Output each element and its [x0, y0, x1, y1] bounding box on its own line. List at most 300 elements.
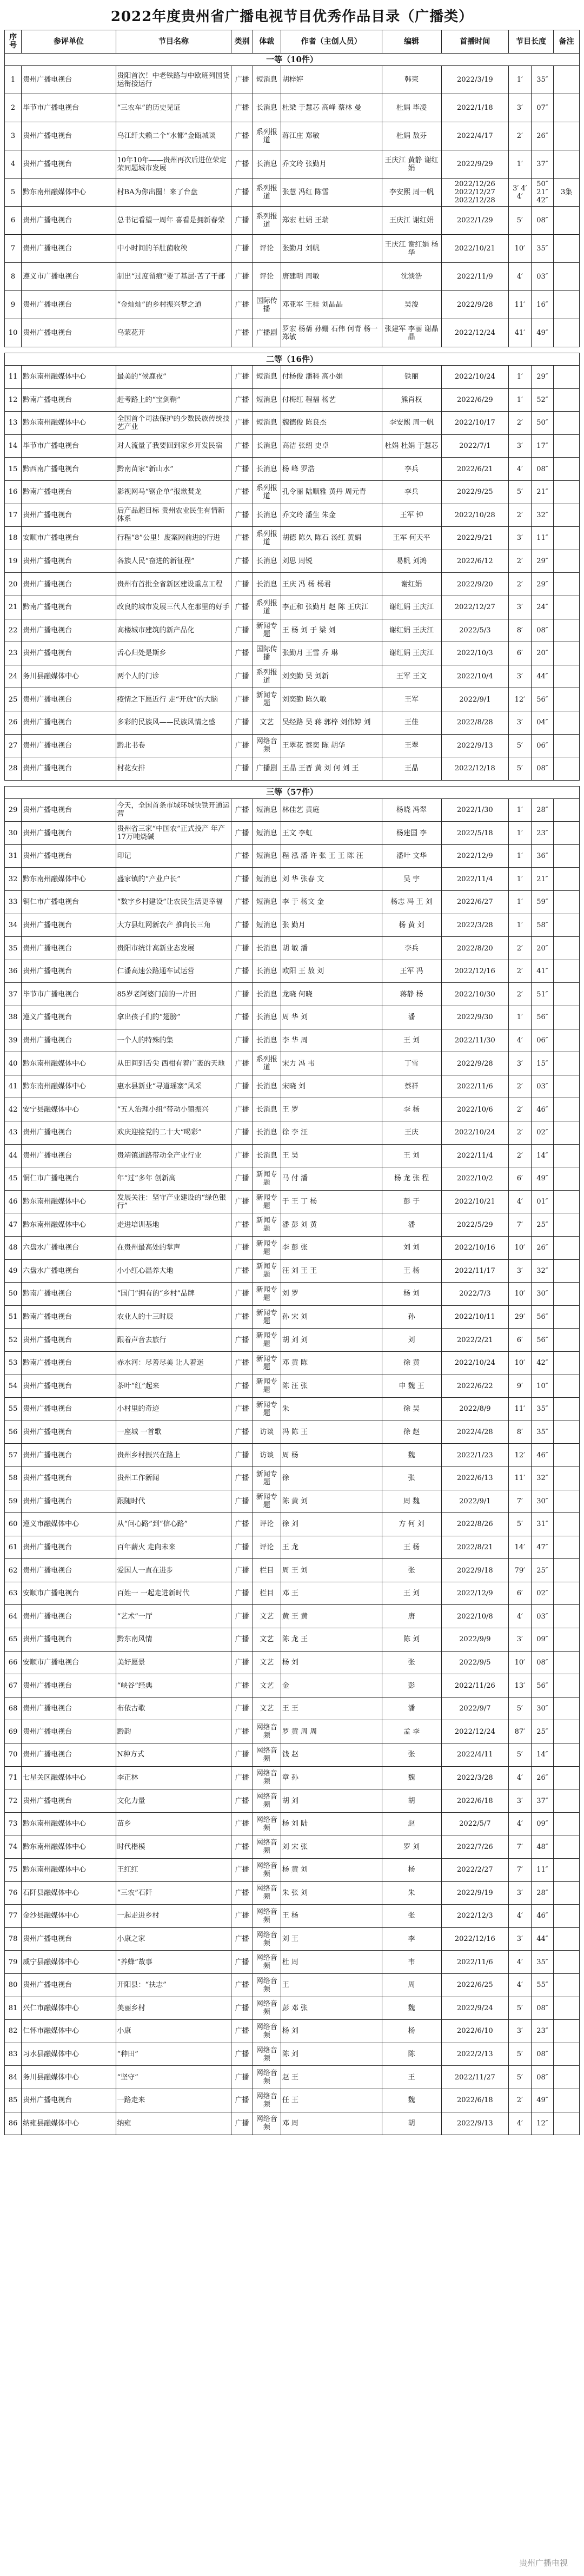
cell-minutes: 12′: [509, 688, 532, 711]
cell-category: 广播: [231, 1859, 253, 1882]
cell-editor: 张: [382, 1743, 441, 1767]
cell-index: 76: [5, 1881, 22, 1905]
header-authors: 作者（主创人员）: [281, 30, 382, 54]
cell-minutes: 13′: [509, 1674, 532, 1697]
cell-index: 8: [5, 263, 22, 291]
cell-program: 农业人的十三时辰: [116, 1305, 231, 1329]
cell-editor: 易帆 刘鸿: [382, 550, 441, 573]
table-row: [5, 1651, 580, 1674]
cell-unit: 贵州广播电视台: [22, 1144, 116, 1167]
cell-category: 广播: [231, 1075, 253, 1098]
cell-unit: 贵州广播电视台: [22, 642, 116, 665]
cell-unit: 铜仁市广播电视台: [22, 891, 116, 914]
cell-index: 60: [5, 1513, 22, 1536]
cell-airdate: 2022/11/26: [441, 1674, 509, 1697]
cell-index: 70: [5, 1743, 22, 1767]
cell-airdate: 2022/1/29: [441, 207, 509, 235]
cell-minutes: 11′: [509, 1398, 532, 1421]
cell-note: [554, 1674, 580, 1697]
cell-seconds: 37″: [531, 1789, 554, 1813]
cell-unit: 黔东南州融媒体中心: [22, 1812, 116, 1835]
cell-category: 广播: [231, 1236, 253, 1259]
cell-index: 24: [5, 665, 22, 688]
cell-editor: 杨 刘: [382, 1283, 441, 1306]
cell-index: 6: [5, 207, 22, 235]
cell-category: 广播: [231, 1006, 253, 1029]
cell-authors: 罗 黄 周 周: [281, 1720, 382, 1743]
cell-genre: 新闻专题: [253, 619, 281, 642]
header-length: 节目长度: [509, 30, 554, 54]
cell-program: 茶叶“红”起来: [116, 1375, 231, 1398]
cell-index: 85: [5, 2089, 22, 2112]
cell-airdate: 2022/5/3: [441, 619, 509, 642]
table-body: [5, 54, 580, 2135]
cell-unit: 遵义市广播电视台: [22, 263, 116, 291]
cell-category: 广播: [231, 757, 253, 781]
cell-airdate: 2022/12/27: [441, 596, 509, 619]
cell-genre: 新闻专题: [253, 1305, 281, 1329]
cell-category: 广播: [231, 665, 253, 688]
cell-note: [554, 1812, 580, 1835]
cell-category: 广播: [231, 150, 253, 179]
watermark: 贵州广播电视: [519, 2558, 568, 2568]
cell-minutes: 3′: [509, 1881, 532, 1905]
section-label: 一等（10件）: [5, 54, 580, 66]
cell-airdate: 2022/9/1: [441, 688, 509, 711]
cell-seconds: 20″: [531, 937, 554, 960]
cell-note: [554, 1351, 580, 1375]
cell-genre: 长消息: [253, 504, 281, 527]
cell-airdate: 2022/11/4: [441, 1144, 509, 1167]
cell-minutes: 2′: [509, 937, 532, 960]
cell-program: 改良的城市发展三代人在那里的好手: [116, 596, 231, 619]
cell-program: “五人治理小组”带动小镇振兴: [116, 1098, 231, 1121]
cell-index: 79: [5, 1951, 22, 1974]
cell-authors: 徐: [281, 1467, 382, 1490]
cell-airdate: 2022/10/16: [441, 1236, 509, 1259]
cell-index: 74: [5, 1835, 22, 1859]
cell-unit: 七星关区融媒体中心: [22, 1766, 116, 1789]
cell-program: 黔韵: [116, 1720, 231, 1743]
cell-seconds: 01″: [531, 1190, 554, 1213]
cell-program: 发展关注：坚守产业建设的“绿色银行”: [116, 1190, 231, 1213]
cell-program: 总书记看望一周年 喜看是拥新春荣: [116, 207, 231, 235]
cell-genre: 长消息: [253, 937, 281, 960]
cell-note: [554, 1075, 580, 1098]
cell-minutes: 1′: [509, 798, 532, 822]
cell-authors: 胡 刘: [281, 1789, 382, 1813]
table-row: [5, 550, 580, 573]
cell-category: 广播: [231, 366, 253, 389]
cell-minutes: 2′: [509, 1075, 532, 1098]
cell-editor: 王晶: [382, 757, 441, 781]
cell-unit: 贵州广播电视台: [22, 573, 116, 596]
cell-seconds: 32″: [531, 1467, 554, 1490]
cell-authors: 邓 王: [281, 1582, 382, 1605]
cell-index: 38: [5, 1006, 22, 1029]
cell-editor: 杨 黄 刘: [382, 914, 441, 937]
cell-genre: 新闻专题: [253, 1398, 281, 1421]
table-row: [5, 1536, 580, 1559]
table-row: [5, 1052, 580, 1075]
cell-unit: 贵州广播电视台: [22, 2089, 116, 2112]
cell-minutes: 5′: [509, 734, 532, 757]
table-row: [5, 1167, 580, 1191]
table-row: [5, 1375, 580, 1398]
cell-editor: 张: [382, 1905, 441, 1928]
cell-authors: 刘思 周锐: [281, 550, 382, 573]
cell-genre: 文艺: [253, 1651, 281, 1674]
cell-seconds: 35″: [531, 1421, 554, 1444]
cell-genre: 系列报道: [253, 122, 281, 150]
cell-genre: 网络音频: [253, 1720, 281, 1743]
cell-category: 广播: [231, 207, 253, 235]
header-category: 类别: [231, 30, 253, 54]
cell-authors: 王庆 冯 杨 杨君: [281, 573, 382, 596]
cell-minutes: 4′: [509, 1812, 532, 1835]
cell-minutes: 1′: [509, 388, 532, 412]
cell-authors: 周 杨: [281, 1444, 382, 1467]
cell-genre: 栏目: [253, 1582, 281, 1605]
cell-note: [554, 1720, 580, 1743]
cell-note: [554, 291, 580, 319]
cell-index: 13: [5, 412, 22, 435]
cell-note: [554, 1927, 580, 1951]
cell-note: [554, 263, 580, 291]
cell-category: 广播: [231, 1881, 253, 1905]
cell-program: 行程“8”公里！废案网前进的行进: [116, 527, 231, 550]
cell-index: 2: [5, 94, 22, 122]
cell-note: [554, 1951, 580, 1974]
cell-airdate: 2022/3/28: [441, 1766, 509, 1789]
cell-airdate: 2022/7/3: [441, 1283, 509, 1306]
table-row: [5, 235, 580, 263]
cell-genre: 系列报道: [253, 1052, 281, 1075]
cell-airdate: 2022/6/13: [441, 1467, 509, 1490]
cell-authors: 王: [281, 1973, 382, 1997]
cell-program: 贵州省三家“中国农”正式投产 年产17万吨烧碱: [116, 822, 231, 845]
cell-category: 广播: [231, 1927, 253, 1951]
cell-program: 赶考路上的“宝剑鞘”: [116, 388, 231, 412]
cell-authors: 杨 刘: [281, 1651, 382, 1674]
cell-unit: 务川县融媒体中心: [22, 2066, 116, 2089]
cell-editor: 韦: [382, 1951, 441, 1974]
cell-index: 59: [5, 1490, 22, 1513]
cell-unit: 贵州广播电视台: [22, 914, 116, 937]
cell-index: 18: [5, 527, 22, 550]
cell-authors: 杜梁 于慧芯 高峰 蔡林 曼: [281, 94, 382, 122]
cell-seconds: 32″: [531, 1259, 554, 1283]
cell-minutes: 9′: [509, 1375, 532, 1398]
cell-unit: 安顺市广播电视台: [22, 1651, 116, 1674]
cell-seconds: 14″: [531, 1144, 554, 1167]
cell-airdate: 2022/9/20: [441, 573, 509, 596]
cell-unit: 贵州广播电视台: [22, 960, 116, 983]
cell-index: 64: [5, 1605, 22, 1628]
cell-category: 广播: [231, 2043, 253, 2066]
table-row: [5, 1859, 580, 1882]
cell-authors: 陈 刘: [281, 2043, 382, 2066]
cell-genre: 文艺: [253, 711, 281, 734]
cell-airdate: 2022/8/26: [441, 1513, 509, 1536]
cell-editor: 丁雪: [382, 1052, 441, 1075]
table-row: [5, 1098, 580, 1121]
cell-note: [554, 1905, 580, 1928]
cell-program: “三农”石阡: [116, 1881, 231, 1905]
cell-category: 广播: [231, 1697, 253, 1720]
cell-airdate: 2022/5/29: [441, 1213, 509, 1237]
cell-authors: 陈 汪 张: [281, 1375, 382, 1398]
cell-minutes: 10′: [509, 1651, 532, 1674]
cell-index: 63: [5, 1582, 22, 1605]
cell-note: [554, 822, 580, 845]
cell-program: “养蜂”故事: [116, 1951, 231, 1974]
cell-genre: 网络音频: [253, 1835, 281, 1859]
table-row: [5, 711, 580, 734]
cell-index: 39: [5, 1029, 22, 1052]
cell-airdate: 2022/9/24: [441, 1997, 509, 2020]
cell-seconds: 09″: [531, 1812, 554, 1835]
cell-seconds: 16″: [531, 291, 554, 319]
cell-genre: 系列报道: [253, 480, 281, 504]
cell-seconds: 08″: [531, 2066, 554, 2089]
cell-airdate: 2022/9/13: [441, 2112, 509, 2135]
cell-seconds: 59″: [531, 891, 554, 914]
cell-minutes: 5′: [509, 480, 532, 504]
cell-category: 广播: [231, 937, 253, 960]
cell-minutes: 3′: [509, 1052, 532, 1075]
cell-authors: 王 吴: [281, 1144, 382, 1167]
cell-unit: 贵州广播电视台: [22, 504, 116, 527]
cell-editor: 王 刘: [382, 1144, 441, 1167]
cell-program: 贵州有首批全省新区建设重点工程: [116, 573, 231, 596]
cell-authors: 高洁 张绍 史卓: [281, 434, 382, 458]
table-row: [5, 179, 580, 207]
cell-note: [554, 1375, 580, 1398]
cell-program: 村花女排: [116, 757, 231, 781]
cell-minutes: 4′: [509, 1973, 532, 1997]
table-row: [5, 2043, 580, 2066]
cell-minutes: 2′: [509, 2089, 532, 2112]
cell-program: “坚守”: [116, 2066, 231, 2089]
cell-category: 广播: [231, 434, 253, 458]
cell-program: 苗乡: [116, 1812, 231, 1835]
cell-editor: 杨: [382, 1859, 441, 1882]
cell-genre: 网络音频: [253, 1859, 281, 1882]
table-row: [5, 1835, 580, 1859]
cell-seconds: 32″: [531, 504, 554, 527]
cell-program: 后产品超目标 贵州农业民生有情新体系: [116, 504, 231, 527]
cell-note: [554, 150, 580, 179]
cell-note: [554, 1052, 580, 1075]
cell-index: 33: [5, 891, 22, 914]
cell-program: 两个人的门诊: [116, 665, 231, 688]
table-row: [5, 1305, 580, 1329]
cell-index: 81: [5, 1997, 22, 2020]
cell-unit: 安顺市广播电视台: [22, 1582, 116, 1605]
cell-genre: 系列报道: [253, 207, 281, 235]
cell-authors: 赵 王: [281, 2066, 382, 2089]
cell-editor: 李兵: [382, 458, 441, 481]
table-row: [5, 1997, 580, 2020]
cell-authors: 刘 宋 张: [281, 1835, 382, 1859]
cell-index: 45: [5, 1167, 22, 1191]
cell-note: [554, 458, 580, 481]
cell-editor: 王军 冯: [382, 960, 441, 983]
cell-genre: 短消息: [253, 914, 281, 937]
table-row: [5, 1951, 580, 1974]
cell-airdate: 2022/11/6: [441, 1951, 509, 1974]
cell-category: 广播: [231, 412, 253, 435]
cell-unit: 黔东南州融媒体中心: [22, 1052, 116, 1075]
cell-minutes: 41′: [509, 319, 532, 347]
cell-genre: 长消息: [253, 94, 281, 122]
cell-minutes: 14′: [509, 1536, 532, 1559]
cell-authors: 周 王 刘: [281, 1559, 382, 1582]
cell-category: 广播: [231, 235, 253, 263]
cell-note: [554, 1213, 580, 1237]
cell-note: [554, 1881, 580, 1905]
cell-editor: 王军 钟: [382, 504, 441, 527]
cell-program: 黔南苗家“新山水”: [116, 458, 231, 481]
cell-note: [554, 688, 580, 711]
cell-airdate: 2022/12/26 2022/12/27 2022/12/28: [441, 179, 509, 207]
cell-editor: 熊肖权: [382, 388, 441, 412]
cell-minutes: 2′: [509, 1121, 532, 1145]
cell-airdate: 2022/10/2: [441, 1167, 509, 1191]
cell-note: [554, 94, 580, 122]
cell-airdate: 2022/9/18: [441, 1559, 509, 1582]
cell-category: 广播: [231, 868, 253, 891]
cell-category: 广播: [231, 1421, 253, 1444]
cell-authors: 刘 华 张春 文: [281, 868, 382, 891]
cell-note: [554, 1398, 580, 1421]
cell-index: 72: [5, 1789, 22, 1813]
cell-index: 78: [5, 1927, 22, 1951]
cell-unit: 黔南广播电视台: [22, 1351, 116, 1375]
cell-note: [554, 412, 580, 435]
cell-genre: 网络音频: [253, 1927, 281, 1951]
cell-note: [554, 711, 580, 734]
cell-authors: 李 于 杨文 金: [281, 891, 382, 914]
cell-note: [554, 1582, 580, 1605]
cell-seconds: 20″: [531, 642, 554, 665]
cell-program: “峡谷”经典: [116, 1674, 231, 1697]
table-row: [5, 1490, 580, 1513]
cell-index: 1: [5, 66, 22, 94]
cell-airdate: 2022/9/28: [441, 291, 509, 319]
section-header-row: [5, 54, 580, 66]
cell-unit: 贵州广播电视台: [22, 711, 116, 734]
cell-authors: 张勤月 王雪 乔 琳: [281, 642, 382, 665]
cell-minutes: 10′: [509, 1236, 532, 1259]
cell-authors: 杨 刘 陆: [281, 1812, 382, 1835]
cell-minutes: 5′: [509, 1513, 532, 1536]
cell-minutes: 4′: [509, 1905, 532, 1928]
cell-program: 小康: [116, 2020, 231, 2043]
table-row: [5, 366, 580, 389]
cell-editor: 蒋静 杨: [382, 983, 441, 1006]
cell-index: 26: [5, 711, 22, 734]
cell-genre: 长消息: [253, 573, 281, 596]
table-row: [5, 891, 580, 914]
table-row: [5, 1329, 580, 1352]
cell-authors: 蒋江庄 郑敏: [281, 122, 382, 150]
cell-unit: 遵义广播电视台: [22, 1006, 116, 1029]
cell-editor: 张: [382, 1467, 441, 1490]
cell-authors: 王翠花 蔡奕 陈 胡华: [281, 734, 382, 757]
table-row: [5, 983, 580, 1006]
cell-genre: 新闻专题: [253, 1213, 281, 1237]
cell-authors: 付杨俊 潘科 高小娟: [281, 366, 382, 389]
cell-editor: 谢红娟 王庆江: [382, 596, 441, 619]
cell-program: N种方式: [116, 1743, 231, 1767]
cell-seconds: 42″: [531, 1351, 554, 1375]
cell-airdate: 2022/6/27: [441, 891, 509, 914]
cell-minutes: 3′: [509, 711, 532, 734]
cell-seconds: 29″: [531, 550, 554, 573]
cell-note: [554, 319, 580, 347]
cell-unit: 黔东南州融媒体中心: [22, 1859, 116, 1882]
cell-editor: 杨建国 李: [382, 822, 441, 845]
cell-seconds: 48″: [531, 1835, 554, 1859]
cell-editor: 陈 刘: [382, 1628, 441, 1652]
cell-seconds: 09″: [531, 1628, 554, 1652]
cell-genre: 长消息: [253, 550, 281, 573]
cell-unit: 贵州广播电视台: [22, 1789, 116, 1813]
cell-unit: 金沙县融媒体中心: [22, 1905, 116, 1928]
cell-authors: 邓亚军 王桂 刘晶晶: [281, 291, 382, 319]
cell-editor: 彭: [382, 1674, 441, 1697]
cell-index: 17: [5, 504, 22, 527]
table-row: [5, 1973, 580, 1997]
table-row: [5, 66, 580, 94]
cell-note: [554, 1167, 580, 1191]
cell-unit: 六盘水广播电视台: [22, 1259, 116, 1283]
cell-authors: 李 彭 张: [281, 1236, 382, 1259]
table-row: [5, 480, 580, 504]
cell-seconds: 25″: [531, 1213, 554, 1237]
cell-program: 一路走来: [116, 2089, 231, 2112]
cell-seconds: 56″: [531, 1006, 554, 1029]
cell-note: [554, 596, 580, 619]
cell-program: 百年薪火 走向未来: [116, 1536, 231, 1559]
cell-minutes: 2′: [509, 983, 532, 1006]
cell-program: 走进培训基地: [116, 1213, 231, 1237]
cell-minutes: 4′: [509, 458, 532, 481]
cell-minutes: 1′: [509, 66, 532, 94]
cell-editor: 王庆江 黄静 谢红娟: [382, 150, 441, 179]
cell-editor: 王佳: [382, 711, 441, 734]
cell-minutes: 5′: [509, 757, 532, 781]
cell-unit: 贵州广播电视台: [22, 1559, 116, 1582]
cell-genre: 短消息: [253, 366, 281, 389]
cell-minutes: 1′: [509, 822, 532, 845]
table-row: [5, 1421, 580, 1444]
cell-note: [554, 480, 580, 504]
gap-cell: [5, 780, 580, 786]
cell-note: [554, 1259, 580, 1283]
cell-genre: 短消息: [253, 891, 281, 914]
cell-program: 舌心归处是斯乡: [116, 642, 231, 665]
cell-program: 贵州乡村振兴在路上: [116, 1444, 231, 1467]
cell-category: 广播: [231, 550, 253, 573]
cell-category: 广播: [231, 504, 253, 527]
cell-category: 广播: [231, 291, 253, 319]
table-row: [5, 458, 580, 481]
cell-minutes: 3′: [509, 665, 532, 688]
cell-seconds: 08″: [531, 207, 554, 235]
